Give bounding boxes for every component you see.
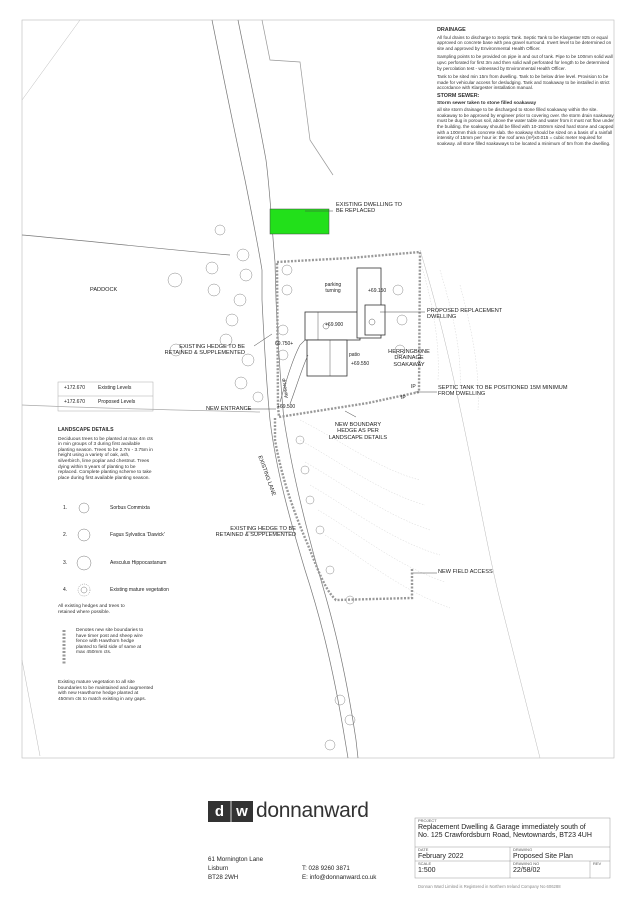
label-paddock: PADDOCK [90, 287, 118, 293]
label-ip-1: IP [411, 384, 416, 390]
drainage-heading: DRAINAGE [437, 27, 466, 33]
legend-item-4-name: Existing mature vegetation [110, 587, 169, 593]
rev-caption: REV [593, 861, 602, 866]
storm-body: all site storm drainage to be discharged to stone filled soakaway within the site. soakaway to be approved by engineer prior to covering over. the storm drain soakaway must be dug in porous soil, above the water table and water from it must not flow under the building. the soakway should be filled with 10-150mm sized hard stone and capped with a 100mm thick concrete slab. the soakway should be sized on a basis of a rainfall intensity of 15mm per hour ie: the roof area (m²)x0.015 = cubic meter required for soakway. all stone filled soakaways to be located a minimum of 5m from the dwelling. [437, 107, 614, 146]
company-name: donnanward [256, 799, 369, 822]
project-line-1: Replacement Dwelling & Garage immediately south of [418, 823, 586, 831]
address-line-2: Lisburn [208, 865, 229, 872]
project-line-2: No. 125 Crawfordsburn Road, Newtownards, BT23 4UH [418, 831, 592, 839]
label-hedge-bottom: EXISTING HEDGE TO BE RETAINED & SUPPLEMENTED [215, 526, 296, 539]
label-existing-dwelling: EXISTING DWELLING TO BE REPLACED [336, 202, 402, 215]
legend-item-1-num: 1. [63, 505, 68, 511]
company-registration-footer: Donnan Ward Limited is Registered in Northern Ireland Company No 606288 [418, 884, 561, 889]
drainage-para-3: Tank to be sited min 15m from dwelling. Tank to be below drive level. Provision to be made for vehicular access for desludging. Tank and Soakaway to be installed in strict accordance with Klargester installation manual. [437, 74, 610, 91]
storm-subheading: Storm sewer taken to stone filled soakaway [437, 100, 537, 106]
legend-item-2-name: Fagus Sylvatica 'Dawick' [110, 532, 165, 538]
label-patio: patio [349, 352, 360, 358]
legend-proposed-level-value: +172.670 [64, 399, 85, 405]
label-septic-tank: SEPTIC TANK TO BE POSITIONED 15M MINIMUM FROM DWELLING [438, 385, 568, 398]
drawing-value: Proposed Site Plan [513, 852, 573, 860]
address-line-1: 61 Mornington Lane [208, 856, 264, 863]
label-driveway: driveway [280, 378, 290, 399]
scale-value: 1:500 [418, 866, 436, 874]
label-herringbone: HERRINGBONE DRAINAGE SOAKAWAY [388, 349, 430, 368]
company-tel: T: 028 9260 3871 [302, 865, 350, 872]
level-69150: +69.150 [368, 288, 387, 294]
logo-letter-d: d [214, 803, 225, 820]
legend-item-3-name: Aesculus Hippocastanum [110, 560, 167, 566]
label-new-entrance: NEW ENTRANCE [206, 406, 252, 412]
legend-existing-level-label: Existing Levels [98, 385, 132, 391]
drawing-no-caption: DRAWING NO [513, 861, 540, 866]
legend-item-1-name: Sorbus Commixta [110, 505, 150, 511]
title-drawing [513, 848, 573, 861]
title-rev [593, 862, 601, 867]
address-line-3: BT28 2WH [208, 874, 239, 881]
label-hedge-top: EXISTING HEDGE TO BE RETAINED & SUPPLEMENTED [164, 344, 245, 357]
level-69550: +69.550 [351, 361, 370, 367]
existing-hedges-note: All existing hedges and trees to retained where possible. [58, 604, 125, 615]
drainage-para-1: All foul drains to discharge to Septic Tank. Septic Tank to be Klargester 825 or equal approved on concrete base with pea gravel surround. Invert level to be determined on site and approved by Environmental Health Officer. [437, 34, 612, 51]
landscape-legend-symbols [77, 503, 91, 596]
drawing-no-value: 22/58/02 [513, 866, 541, 874]
label-parking: parking turning [324, 282, 342, 294]
level-69750: 69.750+ [275, 341, 294, 347]
label-proposed-dwelling: PROPOSED REPLACEMENT DWELLING [427, 308, 503, 321]
drawing-caption: DRAWING [513, 847, 533, 852]
landscape-heading: LANDSCAPE DETAILS [58, 427, 114, 433]
mature-vegetation-note: Existing mature vegetation to all site boundaries to be maintained and augmented with new Hawthorne hedge planted at 450mm cts to match existing in any gaps. [58, 680, 154, 702]
company-email: E: info@donnanward.co.uk [302, 874, 377, 881]
landscape-body: Deciduous trees to be planted at max 4m cts in min groups of 3 during first available planting season. Trees to be 2.7m - 3.75m in height using a variety of oak, ash, silverbirch, lime poplar and chestnut. Trees dying within 5 years of planting to be replaced. Complete planting scheme to take place during first available planting season. [58, 436, 153, 481]
existing-dwelling-block [270, 209, 329, 234]
title-date [418, 848, 464, 861]
boundary-legend-note: Denotes new site boundaries to have timer post and sheep wire fence with Hawthorn hedge planted to field side of same at max 450mm cts. [76, 628, 144, 656]
level-69500: +69.500 [277, 404, 296, 410]
storm-heading: STORM SEWER: [437, 92, 480, 99]
legend-proposed-level-label: Proposed Levels [98, 399, 136, 405]
legend-item-2-num: 2. [63, 532, 68, 538]
label-new-boundary: NEW BOUNDARY HEDGE AS PER LANDSCAPE DETAILS [328, 422, 388, 441]
landscape-details [58, 428, 153, 481]
date-caption: DATE [418, 847, 429, 852]
title-project [418, 819, 592, 840]
legend-item-4-num: 4. [63, 587, 68, 593]
legend-item-3-num: 3. [63, 560, 68, 566]
logo-letter-w: w [236, 803, 248, 820]
scale-caption: SCALE [418, 861, 432, 866]
drainage-notes [437, 28, 615, 149]
legend-existing-level-value: +172.670 [64, 385, 85, 391]
leader-lines [246, 211, 437, 573]
level-69900: +69.900 [325, 322, 344, 328]
label-new-field-access: NEW FIELD ACCESS [438, 569, 493, 575]
label-ip-2: IP [401, 395, 406, 401]
title-scale [418, 862, 436, 875]
project-caption: PROJECT [418, 818, 437, 823]
drainage-para-2: Sampling points to be provided on pipe in and out of tank. Pipe to be 100mm solid wall upvc perforated for first 3m and then solid wall perforated for length to be determined by percolation test - witnessed by Environmental Health Officer. [437, 54, 613, 71]
label-existing-lane: EXISTING LANE [256, 455, 277, 497]
title-drawing-no [513, 862, 540, 875]
date-value: February 2022 [418, 852, 464, 860]
